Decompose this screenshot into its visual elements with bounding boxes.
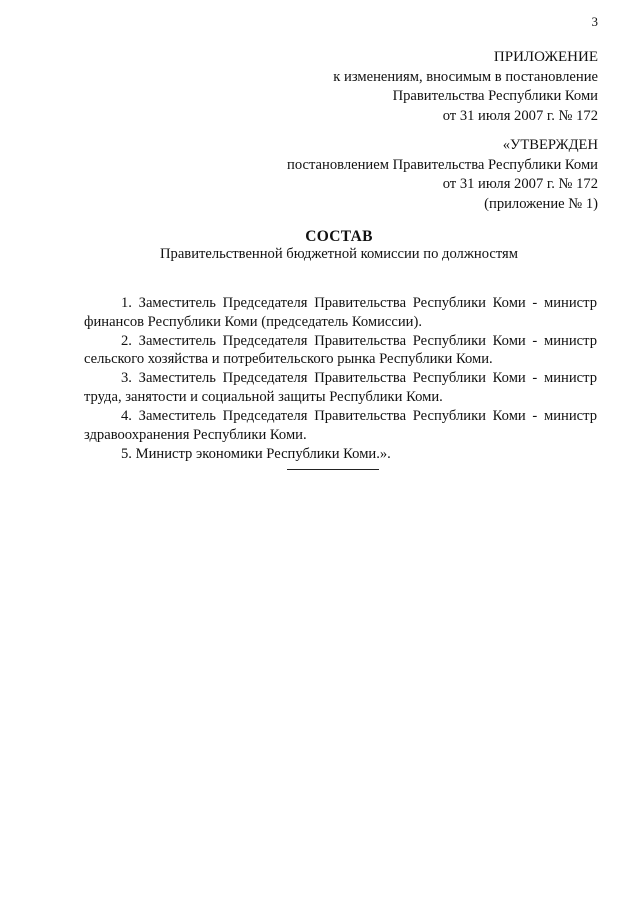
document-title: СОСТАВ (305, 228, 373, 245)
document-subtitle: Правительственной бюджетной комиссии по должностям (159, 246, 518, 262)
attachment-line: от 31 июля 2007 г. № 172 (442, 107, 598, 124)
attachment-line: к изменениям, вносимым в постановление (333, 68, 598, 85)
approval-line: (приложение № 1) (484, 195, 598, 212)
member-item: 5. Министр экономики Республики Коми.». (121, 445, 391, 462)
member-item: 3. Заместитель Председателя Правительства Республики Коми - министр труда, занятости и социальной защиты Республики Коми. (84, 370, 597, 405)
approval-heading: «УТВЕРЖДЕН (502, 137, 598, 153)
member-item: 2. Заместитель Председателя Правительства Республики Коми - министр сельского хозяйства и потребительского рынка Республики Коми. (84, 332, 597, 368)
approval-line: постановлением Правительства Республики Коми (287, 156, 598, 173)
separator-line (287, 469, 379, 470)
member-item: 4. Заместитель Председателя Правительства Республики Коми - министр здравоохранения Республики Коми. (84, 408, 597, 443)
attachment-block (333, 48, 598, 126)
approval-line: от 31 июля 2007 г. № 172 (442, 176, 598, 192)
approval-block (287, 136, 598, 214)
members-list (84, 294, 597, 464)
attachment-line: Правительства Республики Коми (392, 88, 598, 104)
member-item: 1. Заместитель Председателя Правительства Республики Коми - министр финансов Республики Коми (председатель Комиссии). (84, 295, 597, 330)
page-number: 3 (591, 14, 598, 29)
attachment-heading: ПРИЛОЖЕНИЕ (493, 49, 598, 65)
